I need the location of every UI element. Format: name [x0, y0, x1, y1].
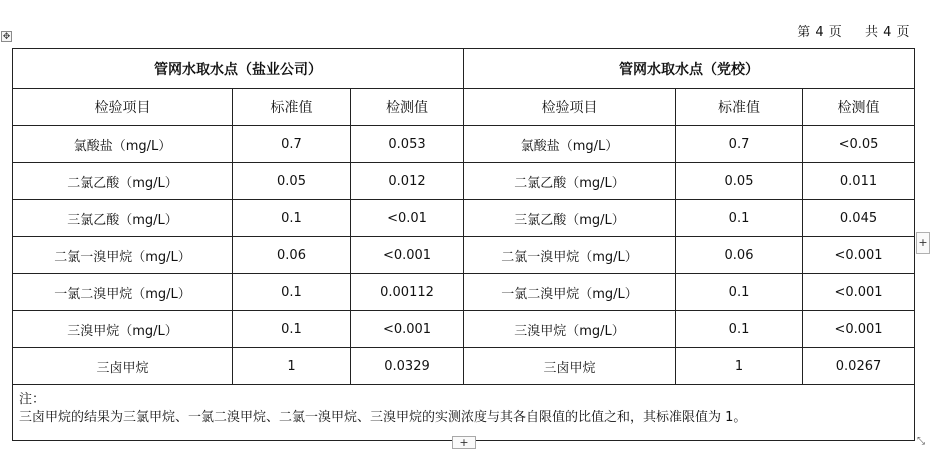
cell-item: 氯酸盐（mg/L）: [464, 126, 676, 163]
cell-result: <0.001: [351, 237, 464, 274]
table-row: [13, 126, 915, 163]
cell-item: 三卤甲烷: [13, 348, 233, 385]
cell-standard: 0.7: [676, 126, 803, 163]
cell-item: 二氯一溴甲烷（mg/L）: [464, 237, 676, 274]
cell-item: 三氯乙酸（mg/L）: [464, 200, 676, 237]
table-note: [13, 385, 915, 441]
cell-standard: 0.7: [233, 126, 351, 163]
cell-result: <0.001: [803, 237, 915, 274]
cell-result: 0.0329: [351, 348, 464, 385]
table-row: [13, 348, 915, 385]
note-label: 注：: [19, 392, 46, 407]
table-row: [13, 200, 915, 237]
cell-result: <0.01: [351, 200, 464, 237]
header-standard-left: 标准值: [233, 89, 351, 126]
cell-standard: 0.05: [233, 163, 351, 200]
table-title-row: [13, 49, 915, 89]
cell-item: 三溴甲烷（mg/L）: [464, 311, 676, 348]
table-row: [13, 237, 915, 274]
table-row: [13, 274, 915, 311]
cell-item: 一氯二溴甲烷（mg/L）: [13, 274, 233, 311]
cell-result: <0.001: [803, 311, 915, 348]
cell-item: 一氯二溴甲烷（mg/L）: [464, 274, 676, 311]
cell-item: 二氯一溴甲烷（mg/L）: [13, 237, 233, 274]
table-move-handle-icon[interactable]: ✥: [2, 32, 11, 42]
page-total: 共 4 页: [864, 25, 910, 40]
add-row-plus-icon[interactable]: +: [452, 436, 476, 449]
table-row: [13, 311, 915, 348]
cell-standard: 0.06: [676, 237, 803, 274]
left-sampling-point-title: 管网水取水点（盐业公司）: [13, 49, 464, 89]
cell-standard: 0.1: [233, 311, 351, 348]
right-sampling-point-title: 管网水取水点（党校）: [464, 49, 915, 89]
table-note-row: [13, 385, 915, 441]
cell-result: <0.001: [803, 274, 915, 311]
table-row: [13, 163, 915, 200]
water-quality-table: [12, 48, 915, 441]
header-item-left: 检验项目: [13, 89, 233, 126]
header-result-left: 检测值: [351, 89, 464, 126]
cell-standard: 1: [233, 348, 351, 385]
cell-result: 0.011: [803, 163, 915, 200]
header-item-right: 检验项目: [464, 89, 676, 126]
cell-standard: 0.05: [676, 163, 803, 200]
page-number: [791, 21, 910, 40]
cell-result: 0.053: [351, 126, 464, 163]
table-resize-icon[interactable]: ⤡: [917, 436, 925, 447]
cell-standard: 0.06: [233, 237, 351, 274]
cell-result: 0.0267: [803, 348, 915, 385]
cell-item: 氯酸盐（mg/L）: [13, 126, 233, 163]
cell-standard: 0.1: [676, 274, 803, 311]
cell-result: 0.045: [803, 200, 915, 237]
page-current: 第 4 页: [797, 25, 843, 40]
cell-standard: 0.1: [676, 200, 803, 237]
add-column-plus-icon[interactable]: +: [916, 232, 930, 254]
cell-standard: 0.1: [233, 274, 351, 311]
cell-result: <0.001: [351, 311, 464, 348]
table-header-row: [13, 89, 915, 126]
cell-result: 0.00112: [351, 274, 464, 311]
cell-result: <0.05: [803, 126, 915, 163]
cell-item: 二氯乙酸（mg/L）: [13, 163, 233, 200]
cell-standard: 1: [676, 348, 803, 385]
cell-item: 三卤甲烷: [464, 348, 676, 385]
cell-item: 三溴甲烷（mg/L）: [13, 311, 233, 348]
note-text: 三卤甲烷的结果为三氯甲烷、一氯二溴甲烷、二氯一溴甲烷、三溴甲烷的实测浓度与其各自限值的比值之和，其标准限值为 1。: [19, 410, 747, 425]
cell-standard: 0.1: [233, 200, 351, 237]
cell-item: 三氯乙酸（mg/L）: [13, 200, 233, 237]
header-result-right: 检测值: [803, 89, 915, 126]
cell-item: 二氯乙酸（mg/L）: [464, 163, 676, 200]
cell-result: 0.012: [351, 163, 464, 200]
header-standard-right: 标准值: [676, 89, 803, 126]
cell-standard: 0.1: [676, 311, 803, 348]
